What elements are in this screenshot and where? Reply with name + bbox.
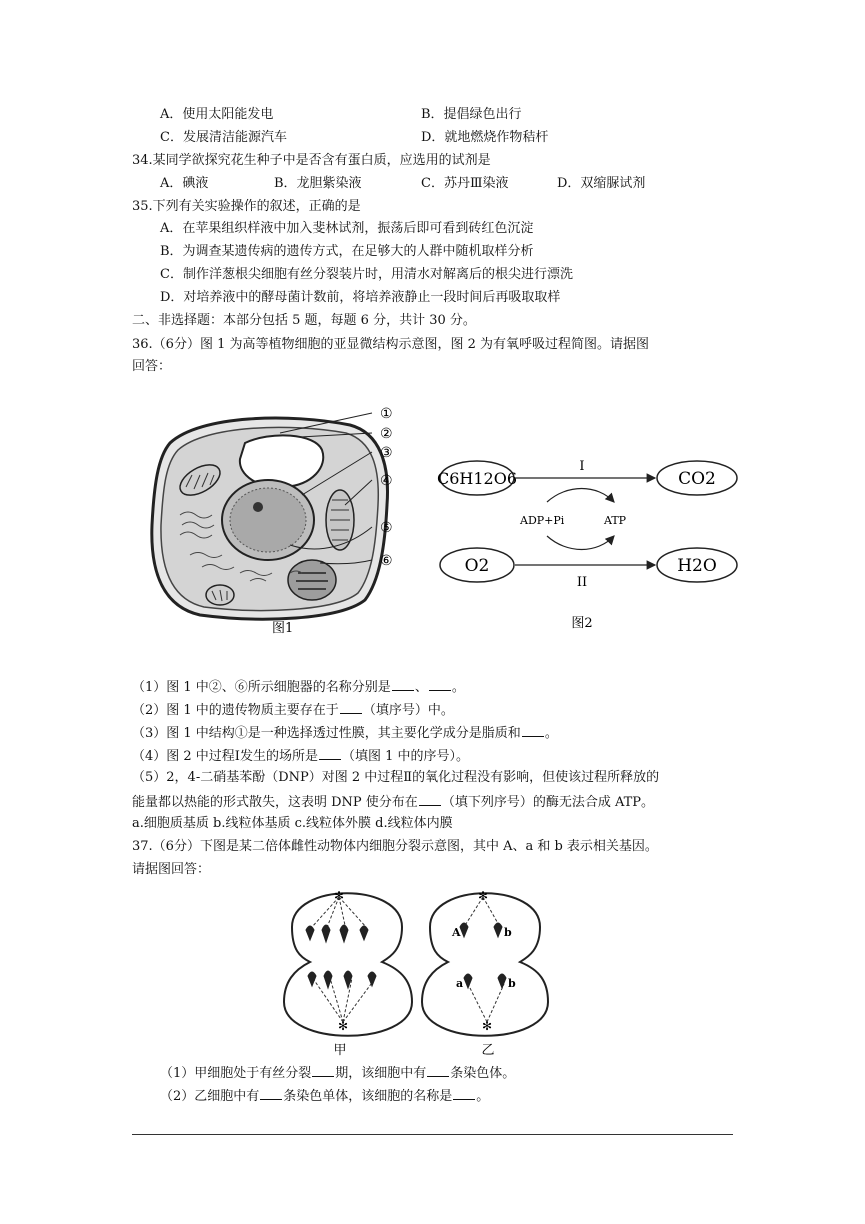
q37-sub-2: （2）乙细胞中有 条染色单体，该细胞的名称是 。 xyxy=(160,1086,489,1106)
answer-blank[interactable] xyxy=(427,1063,449,1077)
answer-blank[interactable] xyxy=(392,677,414,691)
fig2-process-2: II xyxy=(576,575,588,590)
q34-option-b: B．龙胆紫染液 xyxy=(274,176,362,191)
answer-blank[interactable] xyxy=(429,677,451,691)
fig2-h2o: H2O xyxy=(677,556,717,576)
q34-stem: 34.某同学欲探究花生种子中是否含有蛋白质，应选用的试剂是 xyxy=(132,153,491,168)
q35-option-b: B．为调查某遗传病的遗传方式，在足够大的人群中随机取样分析 xyxy=(160,244,534,259)
answer-blank[interactable] xyxy=(260,1086,282,1100)
gene-b-bottom: b xyxy=(508,977,516,990)
plant-cell-figure xyxy=(140,395,405,640)
q36-stem-line1: 36.（6分）图 1 为高等植物细胞的亚显微结构示意图，图 2 为有氧呼吸过程简图。请据图 xyxy=(132,337,650,352)
label-jia: 甲 xyxy=(333,1043,347,1057)
answer-blank[interactable] xyxy=(340,700,362,714)
label-yi: 乙 xyxy=(481,1043,495,1057)
svg-text:✻: ✻ xyxy=(334,889,345,903)
cell-division-figure xyxy=(282,872,552,1057)
q36-sub-1: （1）图 1 中②、⑥所示细胞器的名称分别是 、 。 xyxy=(132,677,465,697)
respiration-figure xyxy=(432,440,742,635)
fig2-atp: ATP xyxy=(604,514,627,527)
fig2-process-1: I xyxy=(579,459,585,474)
q37-stem-line2: 请据图回答： xyxy=(132,862,211,877)
gene-a: a xyxy=(456,977,464,990)
q36-sub-4: （4）图 2 中过程Ⅰ发生的场所是 （填图 1 中的序号）。 xyxy=(132,746,469,766)
q33-option-c: C．发展清洁能源汽车 xyxy=(160,130,287,145)
fig1-label-2: ② xyxy=(380,426,393,442)
footer-divider xyxy=(132,1134,733,1135)
q36-sub-5-options: a.细胞质基质 b.线粒体基质 c.线粒体外膜 d.线粒体内膜 xyxy=(132,816,453,831)
q34-option-c: C．苏丹Ⅲ染液 xyxy=(421,176,509,191)
answer-blank[interactable] xyxy=(312,1063,334,1077)
fig1-label-6: ⑥ xyxy=(380,553,393,569)
q33-option-b: B．提倡绿色出行 xyxy=(421,107,522,122)
svg-text:✻: ✻ xyxy=(338,1019,349,1033)
q35-stem: 35.下列有关实验操作的叙述，正确的是 xyxy=(132,199,361,214)
q35-option-c: C．制作洋葱根尖细胞有丝分裂装片时，用清水对解离后的根尖进行漂洗 xyxy=(160,267,573,282)
answer-blank[interactable] xyxy=(319,746,341,760)
answer-blank[interactable] xyxy=(522,723,544,737)
q36-sub-2: （2）图 1 中的遗传物质主要存在于 （填序号）中。 xyxy=(132,700,454,720)
q37-sub-1: （1）甲细胞处于有丝分裂 期，该细胞中有 条染色体。 xyxy=(160,1063,515,1083)
fig2-co2: CO2 xyxy=(678,469,716,489)
gene-b-top: b xyxy=(504,926,512,939)
fig2-glucose: C6H12O6 xyxy=(436,469,518,488)
answer-blank[interactable] xyxy=(453,1086,475,1100)
q36-sub-5-line1: （5）2，4-二硝基苯酚（DNP）对图 2 中过程Ⅱ的氧化过程没有影响，但使该过程所释放的 xyxy=(132,770,660,785)
q35-option-d: D．对培养液中的酵母菌计数前，将培养液静止一段时间后再吸取取样 xyxy=(160,290,561,305)
fig1-label-4: ④ xyxy=(380,473,393,489)
svg-text:✻: ✻ xyxy=(482,1019,493,1033)
q36-sub-3: （3）图 1 中结构①是一种选择透过性膜，其主要化学成分是脂质和 。 xyxy=(132,723,558,743)
answer-blank[interactable] xyxy=(419,792,441,806)
q34-option-d: D．双缩脲试剂 xyxy=(557,176,646,191)
q33-option-d: D．就地燃烧作物秸杆 xyxy=(421,130,549,145)
q36-stem-line2: 回答： xyxy=(132,359,172,374)
q33-option-a: A．使用太阳能发电 xyxy=(160,107,274,122)
svg-text:✻: ✻ xyxy=(478,889,489,903)
q37-stem-line1: 37.（6分）下图是某二倍体雌性动物体内细胞分裂示意图，其中 A、a 和 b 表示相关基因。 xyxy=(132,839,658,854)
fig2-o2: O2 xyxy=(464,556,490,576)
fig2-adp: ADP+Pi xyxy=(520,514,565,527)
fig2-caption: 图2 xyxy=(571,616,593,631)
fig1-label-1: ① xyxy=(380,406,393,422)
q35-option-a: A．在苹果组织样液中加入斐林试剂，振荡后即可看到砖红色沉淀 xyxy=(160,221,534,236)
fig1-label-3: ③ xyxy=(380,445,393,461)
gene-A: A xyxy=(452,926,461,939)
section-heading: 二、非选择题：本部分包括 5 题，每题 6 分，共计 30 分。 xyxy=(132,313,476,328)
fig1-label-5: ⑤ xyxy=(380,520,393,536)
q36-sub-5-line2: 能量都以热能的形式散失，这表明 DNP 使分布在 （填下列序号）的酶无法合成 ATP。 xyxy=(132,792,654,812)
fig1-caption: 图1 xyxy=(272,621,294,636)
q34-option-a: A．碘液 xyxy=(160,176,209,191)
